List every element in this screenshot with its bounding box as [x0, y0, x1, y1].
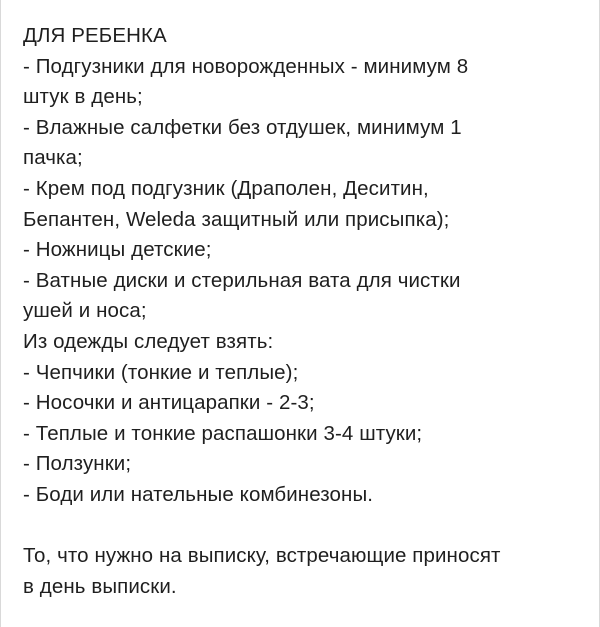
section-heading: ДЛЯ РЕБЕНКА [23, 24, 167, 47]
document-text [23, 21, 583, 602]
list-item-line: - Ползунки; [23, 452, 132, 476]
list-item-line: Бепантен, Weleda защитный или присыпка); [23, 207, 450, 231]
closing-note-line: То, что нужно на выписку, встречающие приносят [23, 544, 501, 568]
list-item-line: - Теплые и тонкие распашонки 3-4 штуки; [23, 421, 423, 445]
list-item-line: - Носочки и антицарапки - 2-3; [23, 391, 315, 415]
list-item-line: штук в день; [23, 85, 143, 109]
subsection-heading: Из одежды следует взять: [23, 329, 274, 353]
list-item-line: - Ножницы детские; [23, 238, 212, 262]
list-item-line: - Подгузники для новорожденных - минимум 8 [23, 54, 469, 78]
list-item-line: пачка; [23, 146, 83, 170]
list-item-line: ушей и носа; [23, 299, 147, 323]
list-item-line: - Ватные диски и стерильная вата для чистки [23, 268, 461, 292]
paragraph-gap [23, 511, 583, 542]
list-item-line: - Боди или нательные комбинезоны. [23, 482, 374, 506]
closing-note-line: в день выписки. [23, 574, 177, 598]
list-item-line: - Влажные салфетки без отдушек, минимум 1 [23, 115, 462, 139]
list-item-line: - Крем под подгузник (Драполен, Деситин, [23, 176, 429, 200]
list-item-line: - Чепчики (тонкие и теплые); [23, 360, 299, 384]
